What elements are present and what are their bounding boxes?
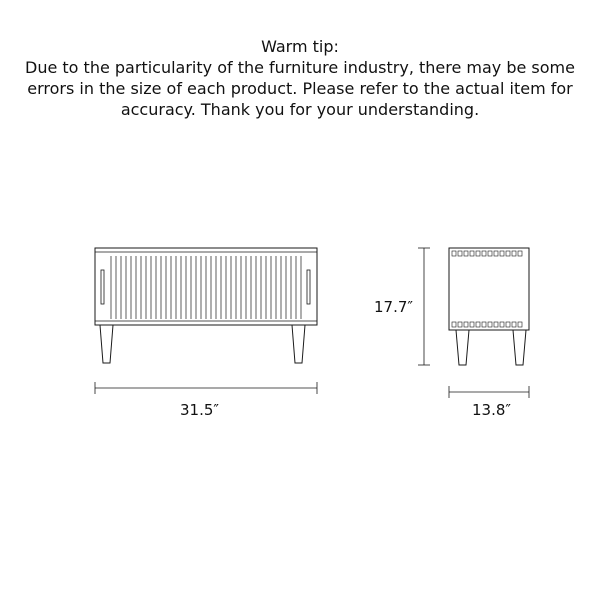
side-slot [506,322,510,327]
side-top-slots [452,251,522,256]
side-slot [470,322,474,327]
tip-line-2: errors in the size of each product. Please refer to the actual item for [27,79,573,98]
depth-dimension-line [449,386,529,398]
side-slot [518,251,522,256]
side-slot [470,251,474,256]
side-right-leg [513,330,526,365]
side-slot [482,251,486,256]
height-dimension-line [418,248,430,365]
front-right-leg [292,325,305,363]
side-slot [452,322,456,327]
front-view [95,248,317,363]
side-left-leg [456,330,469,365]
cabinet-side-body [449,248,529,330]
side-slot [506,251,510,256]
side-slot [512,322,516,327]
side-slot [500,251,504,256]
side-slot [476,251,480,256]
side-slot [482,322,486,327]
tip-line-3: accuracy. Thank you for your understanding. [120,100,480,119]
tip-line-1: Due to the particularity of the furniture industry, there may be some [25,58,575,77]
right-handle [307,270,310,304]
side-slot [500,322,504,327]
side-slot [458,251,462,256]
side-slot [476,322,480,327]
door-slats [111,256,301,319]
side-slot [518,322,522,327]
side-slot [488,251,492,256]
side-slot [512,251,516,256]
depth-label: 13.8″ [472,401,512,419]
width-label: 31.5″ [180,401,220,419]
tip-heading: Warm tip: [261,37,339,56]
side-slot [458,322,462,327]
side-slot [452,251,456,256]
side-view [449,248,529,365]
left-handle [101,270,104,304]
side-slot [464,322,468,327]
side-slot [494,322,498,327]
height-label: 17.7″ [374,298,414,316]
side-slot [488,322,492,327]
side-slot [464,251,468,256]
side-slot [494,251,498,256]
front-left-leg [100,325,113,363]
width-dimension-line [95,382,317,394]
side-bottom-slots [452,322,522,327]
